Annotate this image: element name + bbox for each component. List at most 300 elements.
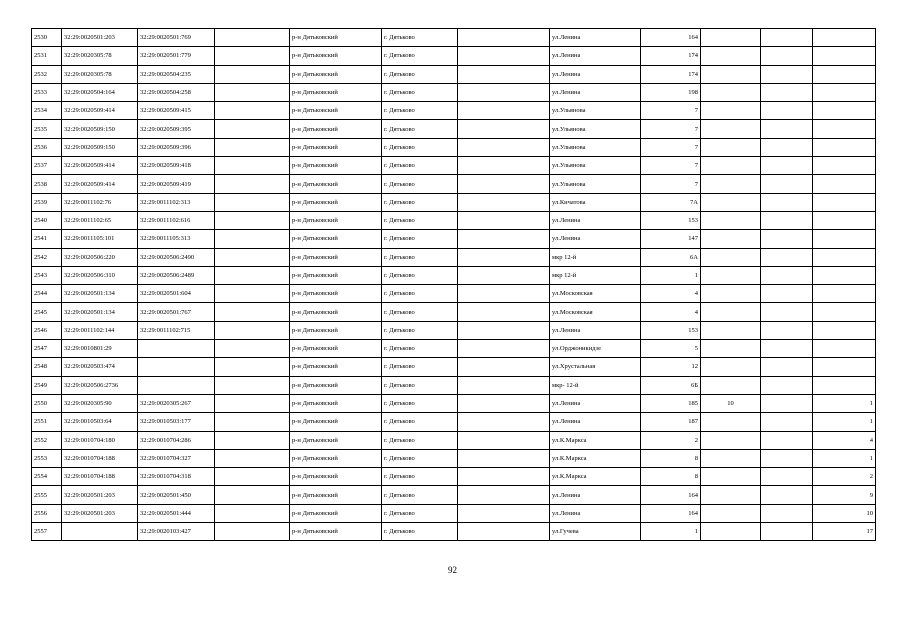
street-cell: ул.Московская: [550, 303, 641, 321]
cadastral-number-cell: 32:29:0010704:188: [62, 468, 138, 486]
registry-table: [31, 28, 876, 541]
cadastral-number-cell: 32:29:0011102:65: [62, 211, 138, 229]
district-cell: р-н Дятьковский: [290, 83, 382, 101]
extra-cell: [701, 376, 761, 394]
extra-cell: [761, 504, 813, 522]
city-cell: г. Дятьково: [382, 449, 458, 467]
blank-cell: [458, 138, 550, 156]
district-cell: р-н Дятьковский: [290, 285, 382, 303]
apartment-cell: [813, 157, 876, 175]
blank-cell: [458, 248, 550, 266]
house-number-cell: 8: [641, 449, 701, 467]
extra-cell: [701, 468, 761, 486]
city-cell: г. Дятьково: [382, 47, 458, 65]
extra-cell: [761, 486, 813, 504]
cadastral-number-cell: 32:29:0020305:90: [62, 394, 138, 412]
city-cell: г. Дятьково: [382, 431, 458, 449]
blank-cell: [215, 504, 290, 522]
extra-cell: [761, 83, 813, 101]
district-cell: р-н Дятьковский: [290, 102, 382, 120]
apartment-cell: 17: [813, 523, 876, 541]
house-number-cell: 174: [641, 47, 701, 65]
table-row: [32, 504, 876, 522]
apartment-cell: [813, 321, 876, 339]
object-cadastral-number-cell: 32:29:0020509:396: [138, 138, 215, 156]
district-cell: р-н Дятьковский: [290, 29, 382, 47]
district-cell: р-н Дятьковский: [290, 120, 382, 138]
blank-cell: [215, 175, 290, 193]
cadastral-number-cell: 32:29:0020501:203: [62, 29, 138, 47]
apartment-cell: 1: [813, 413, 876, 431]
city-cell: г. Дятьково: [382, 413, 458, 431]
blank-cell: [458, 486, 550, 504]
cadastral-number-cell: [62, 523, 138, 541]
extra-cell: [761, 65, 813, 83]
extra-cell: [701, 413, 761, 431]
district-cell: р-н Дятьковский: [290, 47, 382, 65]
extra-cell: [761, 230, 813, 248]
extra-cell: [701, 47, 761, 65]
street-cell: ул.Ульянова: [550, 120, 641, 138]
street-cell: ул.Московская: [550, 285, 641, 303]
row-number-cell: 2538: [32, 175, 62, 193]
apartment-cell: [813, 248, 876, 266]
street-cell: ул.Ленина: [550, 394, 641, 412]
extra-cell: [761, 120, 813, 138]
blank-cell: [215, 449, 290, 467]
house-number-cell: 12: [641, 358, 701, 376]
house-number-cell: 1: [641, 523, 701, 541]
table-row: [32, 394, 876, 412]
blank-cell: [215, 486, 290, 504]
blank-cell: [215, 431, 290, 449]
extra-cell: [761, 248, 813, 266]
table-row: [32, 376, 876, 394]
blank-cell: [215, 65, 290, 83]
extra-cell: [761, 47, 813, 65]
object-cadastral-number-cell: 32:29:0020506:2489: [138, 266, 215, 284]
extra-cell: [761, 175, 813, 193]
object-cadastral-number-cell: 32:29:0020504:258: [138, 83, 215, 101]
row-number-cell: 2537: [32, 157, 62, 175]
cadastral-number-cell: 32:29:0020506:2736: [62, 376, 138, 394]
street-cell: ул.Ульянова: [550, 102, 641, 120]
extra-cell: [701, 486, 761, 504]
district-cell: р-н Дятьковский: [290, 413, 382, 431]
house-number-cell: 164: [641, 29, 701, 47]
house-number-cell: 198: [641, 83, 701, 101]
street-cell: ул.Ленина: [550, 65, 641, 83]
blank-cell: [458, 431, 550, 449]
row-number-cell: 2547: [32, 340, 62, 358]
object-cadastral-number-cell: 32:29:0020305:267: [138, 394, 215, 412]
street-cell: ул.Ленина: [550, 83, 641, 101]
apartment-cell: 1: [813, 449, 876, 467]
table-row: [32, 83, 876, 101]
extra-cell: [761, 29, 813, 47]
house-number-cell: 7: [641, 102, 701, 120]
blank-cell: [458, 523, 550, 541]
apartment-cell: [813, 83, 876, 101]
blank-cell: [215, 211, 290, 229]
row-number-cell: 2554: [32, 468, 62, 486]
table-row: [32, 47, 876, 65]
extra-cell: [761, 303, 813, 321]
extra-cell: [761, 523, 813, 541]
city-cell: г. Дятьково: [382, 175, 458, 193]
row-number-cell: 2534: [32, 102, 62, 120]
city-cell: г. Дятьково: [382, 340, 458, 358]
extra-cell: [761, 376, 813, 394]
extra-cell: [701, 523, 761, 541]
table-body: [32, 29, 876, 541]
table-row: [32, 468, 876, 486]
extra-cell: [761, 413, 813, 431]
district-cell: р-н Дятьковский: [290, 193, 382, 211]
street-cell: ул.Ульянова: [550, 138, 641, 156]
city-cell: г. Дятьково: [382, 102, 458, 120]
extra-cell: [701, 157, 761, 175]
table-row: [32, 157, 876, 175]
blank-cell: [215, 394, 290, 412]
blank-cell: [215, 83, 290, 101]
blank-cell: [215, 248, 290, 266]
district-cell: р-н Дятьковский: [290, 523, 382, 541]
extra-cell: [701, 449, 761, 467]
house-number-cell: 6А: [641, 248, 701, 266]
row-number-cell: 2555: [32, 486, 62, 504]
city-cell: г. Дятьково: [382, 321, 458, 339]
cadastral-number-cell: 32:29:0020305:78: [62, 65, 138, 83]
object-cadastral-number-cell: 32:29:0020509:395: [138, 120, 215, 138]
cadastral-number-cell: 32:29:0020503:474: [62, 358, 138, 376]
object-cadastral-number-cell: 32:29:0020501:767: [138, 303, 215, 321]
blank-cell: [458, 358, 550, 376]
apartment-cell: [813, 102, 876, 120]
row-number-cell: 2541: [32, 230, 62, 248]
object-cadastral-number-cell: [138, 376, 215, 394]
house-number-cell: 7: [641, 175, 701, 193]
street-cell: ул.К.Маркса: [550, 468, 641, 486]
object-cadastral-number-cell: 32:29:0020501:769: [138, 29, 215, 47]
blank-cell: [458, 285, 550, 303]
district-cell: р-н Дятьковский: [290, 504, 382, 522]
blank-cell: [458, 303, 550, 321]
extra-cell: [701, 138, 761, 156]
district-cell: р-н Дятьковский: [290, 175, 382, 193]
district-cell: р-н Дятьковский: [290, 486, 382, 504]
table-row: [32, 65, 876, 83]
district-cell: р-н Дятьковский: [290, 65, 382, 83]
extra-cell: [701, 83, 761, 101]
city-cell: г. Дятьково: [382, 285, 458, 303]
blank-cell: [215, 523, 290, 541]
blank-cell: [215, 321, 290, 339]
extra-cell: [761, 157, 813, 175]
table-row: [32, 486, 876, 504]
apartment-cell: [813, 138, 876, 156]
row-number-cell: 2557: [32, 523, 62, 541]
city-cell: г. Дятьково: [382, 138, 458, 156]
apartment-cell: [813, 303, 876, 321]
blank-cell: [215, 468, 290, 486]
district-cell: р-н Дятьковский: [290, 157, 382, 175]
street-cell: ул.Ленина: [550, 321, 641, 339]
cadastral-number-cell: 32:29:0010801:29: [62, 340, 138, 358]
row-number-cell: 2530: [32, 29, 62, 47]
row-number-cell: 2536: [32, 138, 62, 156]
house-number-cell: 7А: [641, 193, 701, 211]
extra-cell: [761, 211, 813, 229]
cadastral-number-cell: 32:29:0020509:150: [62, 138, 138, 156]
table-row: [32, 248, 876, 266]
apartment-cell: 2: [813, 468, 876, 486]
extra-cell: [701, 303, 761, 321]
extra-cell: [701, 175, 761, 193]
district-cell: р-н Дятьковский: [290, 230, 382, 248]
cadastral-number-cell: 32:29:0020506:310: [62, 266, 138, 284]
city-cell: г. Дятьково: [382, 523, 458, 541]
object-cadastral-number-cell: [138, 340, 215, 358]
street-cell: ул.Ленина: [550, 486, 641, 504]
row-number-cell: 2531: [32, 47, 62, 65]
blank-cell: [215, 303, 290, 321]
apartment-cell: [813, 193, 876, 211]
extra-cell: [761, 285, 813, 303]
extra-cell: [701, 266, 761, 284]
extra-cell: [761, 266, 813, 284]
street-cell: ул.Ленина: [550, 29, 641, 47]
city-cell: г. Дятьково: [382, 303, 458, 321]
row-number-cell: 2545: [32, 303, 62, 321]
row-number-cell: 2543: [32, 266, 62, 284]
row-number-cell: 2533: [32, 83, 62, 101]
blank-cell: [215, 230, 290, 248]
house-number-cell: 6Б: [641, 376, 701, 394]
blank-cell: [458, 211, 550, 229]
object-cadastral-number-cell: 32:29:0020506:2490: [138, 248, 215, 266]
apartment-cell: 4: [813, 431, 876, 449]
table-row: [32, 230, 876, 248]
house-number-cell: 5: [641, 340, 701, 358]
street-cell: ул.Ленина: [550, 230, 641, 248]
street-cell: ул.К.Маркса: [550, 431, 641, 449]
extra-cell: [701, 248, 761, 266]
extra-cell: [761, 468, 813, 486]
city-cell: г. Дятьково: [382, 376, 458, 394]
blank-cell: [458, 47, 550, 65]
object-cadastral-number-cell: 32:29:0010503:177: [138, 413, 215, 431]
city-cell: г. Дятьково: [382, 193, 458, 211]
object-cadastral-number-cell: 32:29:0010704:327: [138, 449, 215, 467]
row-number-cell: 2551: [32, 413, 62, 431]
table-row: [32, 523, 876, 541]
blank-cell: [215, 102, 290, 120]
apartment-cell: [813, 29, 876, 47]
table-row: [32, 449, 876, 467]
apartment-cell: [813, 358, 876, 376]
extra-cell: [701, 193, 761, 211]
extra-cell: [701, 120, 761, 138]
apartment-cell: 10: [813, 504, 876, 522]
row-number-cell: 2546: [32, 321, 62, 339]
street-cell: мкр 12-й: [550, 248, 641, 266]
row-number-cell: 2532: [32, 65, 62, 83]
city-cell: г. Дятьково: [382, 248, 458, 266]
cadastral-number-cell: 32:29:0020506:220: [62, 248, 138, 266]
house-number-cell: 187: [641, 413, 701, 431]
cadastral-number-cell: 32:29:0020504:164: [62, 83, 138, 101]
house-number-cell: 4: [641, 285, 701, 303]
object-cadastral-number-cell: 32:29:0020501:444: [138, 504, 215, 522]
house-number-cell: 174: [641, 65, 701, 83]
district-cell: р-н Дятьковский: [290, 340, 382, 358]
district-cell: р-н Дятьковский: [290, 211, 382, 229]
house-number-cell: 164: [641, 504, 701, 522]
city-cell: г. Дятьково: [382, 504, 458, 522]
city-cell: г. Дятьково: [382, 468, 458, 486]
blank-cell: [458, 230, 550, 248]
row-number-cell: 2556: [32, 504, 62, 522]
object-cadastral-number-cell: 32:29:0020509:419: [138, 175, 215, 193]
table-row: [32, 303, 876, 321]
blank-cell: [458, 175, 550, 193]
blank-cell: [215, 285, 290, 303]
apartment-cell: [813, 266, 876, 284]
blank-cell: [215, 120, 290, 138]
cadastral-number-cell: 32:29:0011102:76: [62, 193, 138, 211]
city-cell: г. Дятьково: [382, 486, 458, 504]
city-cell: г. Дятьково: [382, 65, 458, 83]
cadastral-number-cell: 32:29:0020501:134: [62, 285, 138, 303]
blank-cell: [215, 29, 290, 47]
district-cell: р-н Дятьковский: [290, 138, 382, 156]
blank-cell: [458, 266, 550, 284]
row-number-cell: 2544: [32, 285, 62, 303]
house-number-cell: 2: [641, 431, 701, 449]
cadastral-number-cell: 32:29:0020501:203: [62, 486, 138, 504]
blank-cell: [458, 340, 550, 358]
table-row: [32, 102, 876, 120]
apartment-cell: [813, 285, 876, 303]
table-row: [32, 285, 876, 303]
cadastral-number-cell: 32:29:0020305:78: [62, 47, 138, 65]
street-cell: ул.Ленина: [550, 211, 641, 229]
extra-cell: [761, 449, 813, 467]
city-cell: г. Дятьково: [382, 211, 458, 229]
extra-cell: [761, 358, 813, 376]
cadastral-number-cell: 32:29:0020509:150: [62, 120, 138, 138]
extra-cell: [761, 321, 813, 339]
house-number-cell: 153: [641, 211, 701, 229]
row-number-cell: 2550: [32, 394, 62, 412]
street-cell: ул.Ленина: [550, 413, 641, 431]
blank-cell: [458, 413, 550, 431]
blank-cell: [458, 193, 550, 211]
cadastral-number-cell: 32:29:0020501:203: [62, 504, 138, 522]
extra-cell: [701, 340, 761, 358]
street-cell: мкр 12-й: [550, 266, 641, 284]
object-cadastral-number-cell: 32:29:0020509:415: [138, 102, 215, 120]
row-number-cell: 2540: [32, 211, 62, 229]
house-number-cell: 8: [641, 468, 701, 486]
table-row: [32, 321, 876, 339]
street-cell: мкр- 12-й: [550, 376, 641, 394]
street-cell: ул.Ульянова: [550, 175, 641, 193]
street-cell: ул.К.Маркса: [550, 449, 641, 467]
row-number-cell: 2548: [32, 358, 62, 376]
cadastral-number-cell: 32:29:0020509:414: [62, 175, 138, 193]
blank-cell: [215, 193, 290, 211]
extra-cell: [761, 431, 813, 449]
district-cell: р-н Дятьковский: [290, 449, 382, 467]
blank-cell: [215, 157, 290, 175]
apartment-cell: 9: [813, 486, 876, 504]
object-cadastral-number-cell: [138, 358, 215, 376]
blank-cell: [215, 138, 290, 156]
table-row: [32, 413, 876, 431]
cadastral-number-cell: 32:29:0020509:414: [62, 102, 138, 120]
table-row: [32, 29, 876, 47]
table-row: [32, 211, 876, 229]
object-cadastral-number-cell: 32:29:0020501:604: [138, 285, 215, 303]
blank-cell: [458, 83, 550, 101]
city-cell: г. Дятьково: [382, 157, 458, 175]
blank-cell: [458, 65, 550, 83]
blank-cell: [458, 449, 550, 467]
object-cadastral-number-cell: 32:29:0020501:779: [138, 47, 215, 65]
house-number-cell: 4: [641, 303, 701, 321]
table-row: [32, 266, 876, 284]
apartment-cell: [813, 376, 876, 394]
house-number-cell: 153: [641, 321, 701, 339]
house-number-cell: 1: [641, 266, 701, 284]
blank-cell: [458, 321, 550, 339]
cadastral-number-cell: 32:29:0010704:188: [62, 449, 138, 467]
apartment-cell: 1: [813, 394, 876, 412]
city-cell: г. Дятьково: [382, 266, 458, 284]
city-cell: г. Дятьково: [382, 394, 458, 412]
cadastral-number-cell: 32:29:0011105:101: [62, 230, 138, 248]
street-cell: ул.Ульянова: [550, 157, 641, 175]
apartment-cell: [813, 120, 876, 138]
cadastral-number-cell: 32:29:0010503:64: [62, 413, 138, 431]
extra-cell: [761, 138, 813, 156]
apartment-cell: [813, 175, 876, 193]
blank-cell: [215, 413, 290, 431]
city-cell: г. Дятьково: [382, 29, 458, 47]
apartment-cell: [813, 47, 876, 65]
street-cell: ул.Кичатова: [550, 193, 641, 211]
object-cadastral-number-cell: 32:29:0011105:313: [138, 230, 215, 248]
table-row: [32, 431, 876, 449]
blank-cell: [215, 340, 290, 358]
district-cell: р-н Дятьковский: [290, 303, 382, 321]
house-number-cell: 164: [641, 486, 701, 504]
row-number-cell: 2535: [32, 120, 62, 138]
house-number-cell: 7: [641, 138, 701, 156]
street-cell: ул.Ленина: [550, 47, 641, 65]
house-number-cell: 147: [641, 230, 701, 248]
row-number-cell: 2539: [32, 193, 62, 211]
apartment-cell: [813, 230, 876, 248]
blank-cell: [458, 29, 550, 47]
street-cell: ул.Гучева: [550, 523, 641, 541]
city-cell: г. Дятьково: [382, 120, 458, 138]
blank-cell: [215, 266, 290, 284]
table-row: [32, 175, 876, 193]
cadastral-number-cell: 32:29:0011102:144: [62, 321, 138, 339]
